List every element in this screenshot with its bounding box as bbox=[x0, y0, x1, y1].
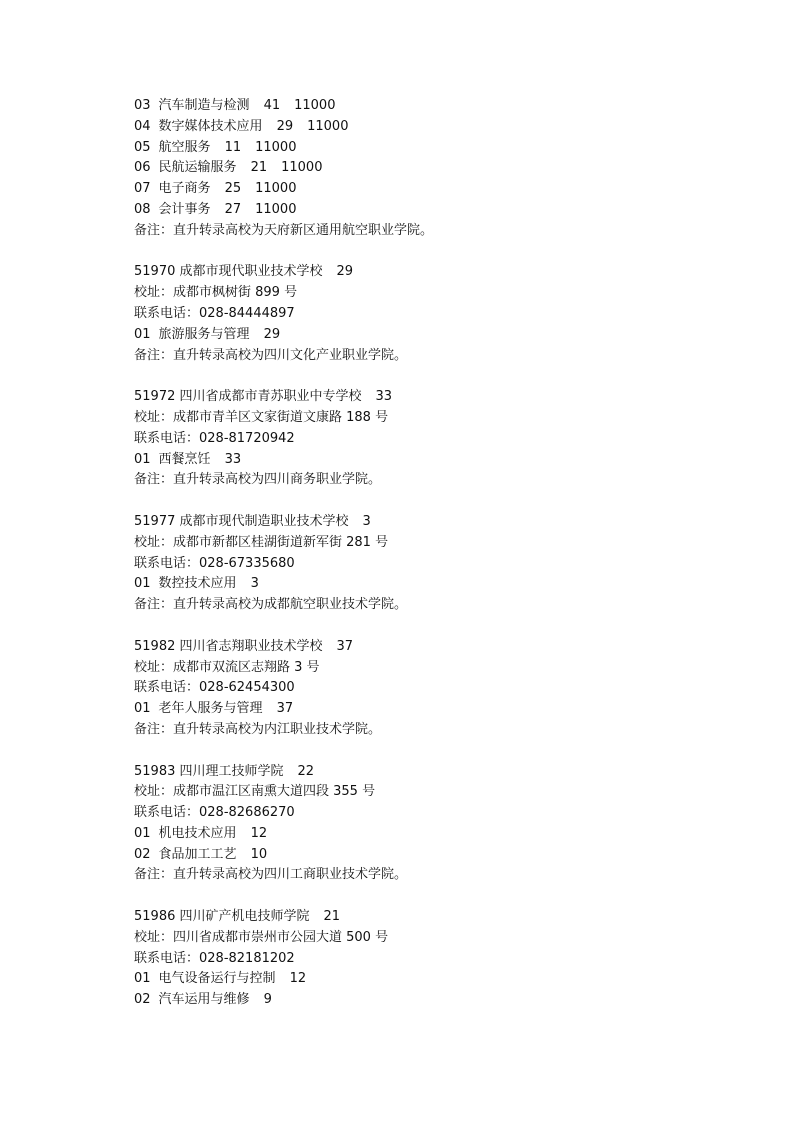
school-total: 21 bbox=[323, 909, 341, 925]
major-name: 航空服务 bbox=[158, 139, 211, 155]
school-phone: 联系电话：028-67335680 bbox=[134, 555, 295, 571]
school-total: 33 bbox=[375, 389, 393, 405]
major-count: 29 bbox=[276, 118, 294, 134]
major-code: 06 bbox=[134, 160, 151, 176]
major-code: 02 bbox=[134, 992, 151, 1008]
school-header bbox=[134, 387, 754, 408]
major-quota: 11000 bbox=[281, 160, 323, 176]
major-code: 01 bbox=[134, 451, 151, 467]
school-total: 3 bbox=[362, 513, 371, 529]
major-row bbox=[134, 158, 754, 179]
major-code: 04 bbox=[134, 118, 151, 134]
major-quota: 11000 bbox=[294, 98, 336, 113]
note-line: 备注：直升转录高校为成都航空职业技术学院。 bbox=[134, 597, 408, 613]
major-row bbox=[134, 824, 754, 845]
major-row bbox=[134, 138, 754, 159]
note-line: 备注：直升转录高校为四川文化产业职业学院。 bbox=[134, 347, 408, 363]
school-name: 51972 四川省成都市青苏职业中专学校 bbox=[134, 389, 362, 405]
major-row bbox=[134, 96, 754, 117]
school-block bbox=[134, 262, 754, 366]
school-phone: 联系电话：028-82686270 bbox=[134, 805, 295, 821]
major-count: 11 bbox=[224, 139, 242, 155]
top-major-list bbox=[134, 96, 754, 242]
major-name: 食品加工工艺 bbox=[158, 846, 237, 862]
school-name: 51970 成都市现代职业技术学校 bbox=[134, 264, 323, 280]
major-count: 27 bbox=[224, 201, 242, 217]
section-gap bbox=[134, 616, 754, 637]
major-name: 汽车运用与维修 bbox=[158, 992, 250, 1008]
major-row bbox=[134, 990, 754, 1011]
school-total: 29 bbox=[336, 264, 354, 280]
major-row bbox=[134, 117, 754, 138]
school-phone: 联系电话：028-84444897 bbox=[134, 305, 295, 321]
note-line: 备注：直升转录高校为四川工商职业技术学院。 bbox=[134, 867, 408, 883]
major-code: 01 bbox=[134, 971, 151, 987]
school-address: 校址：成都市青羊区文家街道文康路 188 号 bbox=[134, 409, 389, 425]
section-gap bbox=[134, 491, 754, 512]
major-code: 01 bbox=[134, 576, 151, 592]
school-name: 51983 四川理工技师学院 bbox=[134, 763, 284, 779]
school-header bbox=[134, 637, 754, 658]
major-name: 数字媒体技术应用 bbox=[158, 118, 263, 134]
major-row bbox=[134, 574, 754, 595]
school-name: 51986 四川矿产机电技师学院 bbox=[134, 909, 310, 925]
major-code: 07 bbox=[134, 181, 151, 197]
school-name: 51982 四川省志翔职业技术学校 bbox=[134, 638, 323, 654]
major-quota: 11000 bbox=[255, 201, 297, 217]
school-block bbox=[134, 512, 754, 616]
major-code: 05 bbox=[134, 139, 151, 155]
school-block bbox=[134, 907, 754, 1011]
major-row bbox=[134, 969, 754, 990]
school-header bbox=[134, 762, 754, 783]
school-block bbox=[134, 762, 754, 887]
major-count: 21 bbox=[250, 160, 268, 176]
major-code: 03 bbox=[134, 98, 151, 113]
section-gap bbox=[134, 886, 754, 907]
school-name: 51977 成都市现代制造职业技术学校 bbox=[134, 513, 349, 529]
school-phone: 联系电话：028-81720942 bbox=[134, 430, 295, 446]
major-count: 3 bbox=[250, 576, 259, 592]
major-count: 9 bbox=[263, 992, 272, 1008]
note-line: 备注：直升转录高校为内江职业技术学院。 bbox=[134, 721, 382, 737]
school-address: 校址：成都市新都区桂湖街道新军街 281 号 bbox=[134, 534, 389, 550]
major-code: 01 bbox=[134, 326, 151, 342]
major-name: 民航运输服务 bbox=[158, 160, 237, 176]
major-count: 25 bbox=[224, 181, 242, 197]
major-row bbox=[134, 699, 754, 720]
major-name: 西餐烹饪 bbox=[158, 451, 211, 467]
major-code: 01 bbox=[134, 825, 151, 841]
school-header bbox=[134, 907, 754, 928]
major-count: 37 bbox=[276, 701, 294, 717]
major-name: 旅游服务与管理 bbox=[158, 326, 250, 342]
major-code: 02 bbox=[134, 846, 151, 862]
major-quota: 11000 bbox=[255, 139, 297, 155]
major-name: 数控技术应用 bbox=[158, 576, 237, 592]
major-count: 41 bbox=[263, 98, 281, 113]
major-row bbox=[134, 200, 754, 221]
school-phone: 联系电话：028-82181202 bbox=[134, 950, 295, 966]
school-address: 校址：成都市温江区南熏大道四段 355 号 bbox=[134, 784, 376, 800]
school-total: 22 bbox=[297, 763, 315, 779]
major-name: 汽车制造与检测 bbox=[158, 98, 250, 113]
major-name: 会计事务 bbox=[158, 201, 211, 217]
document-body bbox=[134, 96, 754, 1011]
section-gap bbox=[134, 741, 754, 762]
major-name: 电气设备运行与控制 bbox=[158, 971, 276, 987]
major-quota: 11000 bbox=[307, 118, 349, 134]
school-address: 校址：成都市双流区志翔路 3 号 bbox=[134, 659, 320, 675]
major-code: 08 bbox=[134, 201, 151, 217]
school-block bbox=[134, 387, 754, 491]
note-line: 备注：直升转录高校为天府新区通用航空职业学院。 bbox=[134, 222, 434, 238]
major-count: 10 bbox=[250, 846, 268, 862]
major-row bbox=[134, 325, 754, 346]
major-code: 01 bbox=[134, 701, 151, 717]
section-gap bbox=[134, 242, 754, 263]
major-name: 电子商务 bbox=[158, 181, 211, 197]
major-name: 机电技术应用 bbox=[158, 825, 237, 841]
major-count: 12 bbox=[289, 971, 307, 987]
major-quota: 11000 bbox=[255, 181, 297, 197]
major-count: 33 bbox=[224, 451, 242, 467]
school-address: 校址：成都市枫树街 899 号 bbox=[134, 285, 298, 301]
school-block bbox=[134, 637, 754, 741]
major-row bbox=[134, 845, 754, 866]
school-address: 校址：四川省成都市崇州市公园大道 500 号 bbox=[134, 929, 389, 945]
school-header bbox=[134, 512, 754, 533]
school-phone: 联系电话：028-62454300 bbox=[134, 680, 295, 696]
major-count: 12 bbox=[250, 825, 268, 841]
major-name: 老年人服务与管理 bbox=[158, 701, 263, 717]
school-header bbox=[134, 262, 754, 283]
major-count: 29 bbox=[263, 326, 281, 342]
major-row bbox=[134, 450, 754, 471]
school-total: 37 bbox=[336, 638, 354, 654]
section-gap bbox=[134, 366, 754, 387]
major-row bbox=[134, 179, 754, 200]
note-line: 备注：直升转录高校为四川商务职业学院。 bbox=[134, 472, 382, 488]
